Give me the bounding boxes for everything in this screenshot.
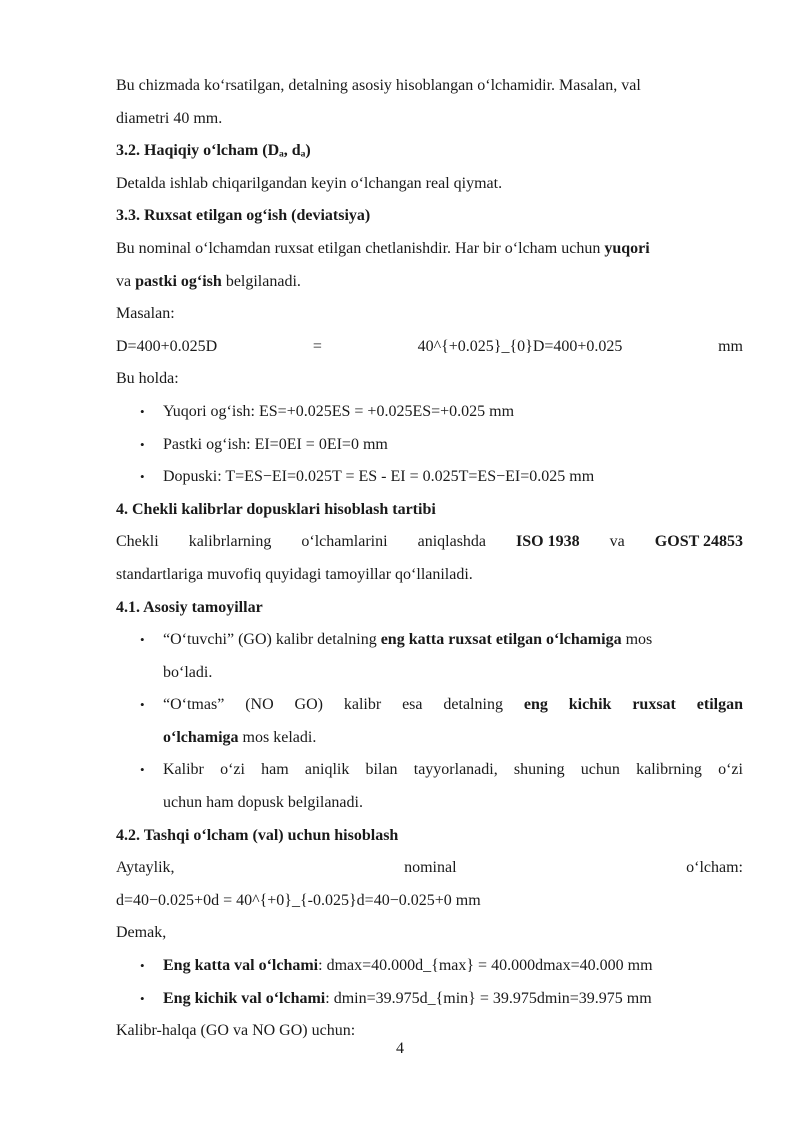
bullet-icon: • xyxy=(140,469,145,485)
text-run: o‘zi xyxy=(220,761,245,779)
text-run: mos keladi. xyxy=(238,728,317,746)
section-heading-4: 4. Chekli kalibrlar dopusklari hisoblash tartibi xyxy=(116,500,436,518)
formula-line: d=40−0.025+0d = 40^{+0}_{-0.025}d=40−0.025+0 mm xyxy=(116,891,481,909)
section-heading-4-1: 4.1. Asosiy tamoyillar xyxy=(116,598,263,616)
text-run: nominal xyxy=(404,859,457,877)
list-item-text: Yuqori og‘ish: ES=+0.025ES = +0.025ES=+0.025 mm xyxy=(163,402,515,420)
list-item xyxy=(116,396,743,429)
paragraph-line: Masalan: xyxy=(116,305,175,323)
formula-line xyxy=(116,331,743,364)
bullet-icon: • xyxy=(140,632,145,648)
list-item xyxy=(116,689,743,722)
text-run: (NO xyxy=(245,696,274,714)
paragraph-line xyxy=(116,233,743,266)
text-run: va xyxy=(116,272,136,290)
page-number: 4 xyxy=(396,1040,404,1057)
text-run: o‘lcham: xyxy=(686,859,743,877)
document-page xyxy=(116,70,743,1048)
bullet-icon: • xyxy=(140,990,145,1006)
bold-text: eng katta ruxsat etilgan o‘lchamiga xyxy=(380,631,622,649)
paragraph-line xyxy=(116,266,743,299)
list-item xyxy=(116,624,743,657)
section-heading-4-2: 4.2. Tashqi o‘lcham (val) uchun hisoblash xyxy=(116,826,399,844)
formula-part: 40^{+0.025}_{0}D=400+0.025 xyxy=(417,337,623,355)
text-run: Aytaylik, xyxy=(116,859,175,877)
text-run: tayyorlanadi, xyxy=(413,761,498,779)
list-item-continuation: bo‘ladi. xyxy=(163,663,213,681)
paragraph-line: Detalda ishlab chiqarilgandan keyin o‘lchangan real qiymat. xyxy=(116,174,503,192)
bold-text: GOST 24853 xyxy=(654,533,743,551)
list-item-text xyxy=(163,689,743,722)
bold-text: Eng katta val o‘lchami xyxy=(163,957,319,975)
bold-text: Eng kichik val o‘lchami xyxy=(163,989,326,1007)
text-run: uchun xyxy=(580,761,620,779)
text-run: kalibr xyxy=(343,696,382,714)
text-run: : dmax=40.000d_{max} = 40.000dmax=40.000 mm xyxy=(318,957,653,975)
paragraph-line: standartlariga muvofiq quyidagi tamoyillar qo‘llaniladi. xyxy=(116,565,473,583)
paragraph-line: Bu chizmada ko‘rsatilgan, detalning asosiy hisoblangan o‘lchamidir. Masalan, val xyxy=(116,77,641,94)
list-item-text xyxy=(163,754,743,787)
list-item xyxy=(116,754,743,787)
list-item-text: Dopuski: T=ES−EI=0.025T = ES - EI = 0.025T=ES−EI=0.025 mm xyxy=(163,468,595,486)
list-item-continuation: uchun ham dopusk belgilanadi. xyxy=(163,794,363,812)
text-run: “O‘tmas” xyxy=(163,696,225,714)
text-run: belgilanadi. xyxy=(221,272,301,290)
text-run: GO) xyxy=(294,696,323,714)
list-item-text: Pastki og‘ish: EI=0EI = 0EI=0 mm xyxy=(163,435,388,453)
list-item xyxy=(116,983,743,1016)
section-heading-3-2: 3.2. Haqiqiy o‘lcham (Dₐ, dₐ) xyxy=(116,142,311,160)
text-run: “O‘tuvchi” (GO) kalibr detalning xyxy=(163,631,381,649)
bold-text: eng xyxy=(523,696,548,714)
text-run: shuning xyxy=(513,761,565,779)
text-run: kalibrlarning xyxy=(188,533,272,551)
paragraph-line xyxy=(116,526,743,559)
formula-part: mm xyxy=(718,337,743,355)
text-run: aniqlashda xyxy=(417,533,487,551)
paragraph-line: Bu holda: xyxy=(116,370,179,388)
text-run: va xyxy=(609,533,625,551)
text-run: mos xyxy=(621,631,653,649)
list-item xyxy=(116,461,743,494)
text-run: Bu nominal o‘lchamdan ruxsat etilgan chetlanishdir. Har bir o‘lcham uchun xyxy=(116,239,605,257)
bullet-icon: • xyxy=(140,403,145,419)
paragraph-line xyxy=(116,852,743,885)
list-item-continuation xyxy=(116,722,743,755)
formula-part: = xyxy=(312,337,322,355)
bold-text: ruxsat xyxy=(632,696,676,714)
paragraph-line: Demak, xyxy=(116,924,167,942)
text-run: : dmin=39.975d_{min} = 39.975dmin=39.975 mm xyxy=(325,989,652,1007)
list-item xyxy=(116,950,743,983)
bullet-icon: • xyxy=(140,958,145,974)
paragraph-line: diametri 40 mm. xyxy=(116,109,223,127)
bullet-icon: • xyxy=(140,436,145,452)
text-run: o‘lchamlarini xyxy=(301,533,388,551)
text-run: bilan xyxy=(365,761,398,779)
paragraph-line: Kalibr-halqa (GO va NO GO) uchun: xyxy=(116,1022,356,1040)
bold-text: o‘lchamiga xyxy=(163,728,239,746)
formula-part: D=400+0.025D xyxy=(116,337,218,355)
text-run: Kalibr xyxy=(163,761,204,779)
text-run: esa xyxy=(402,696,423,714)
bold-text: pastki og‘ish xyxy=(135,272,222,290)
bold-text: etilgan xyxy=(696,696,743,714)
section-heading-3-3: 3.3. Ruxsat etilgan og‘ish (deviatsiya) xyxy=(116,207,371,225)
bullet-icon: • xyxy=(140,762,145,778)
bullet-icon: • xyxy=(140,697,145,713)
text-run: detalning xyxy=(443,696,503,714)
text-run: o‘zi xyxy=(718,761,743,779)
text-run: aniqlik xyxy=(304,761,350,779)
bold-text: kichik xyxy=(568,696,612,714)
text-run: Chekli xyxy=(116,533,159,551)
text-run: ham xyxy=(261,761,289,779)
text-run: kalibrning xyxy=(636,761,702,779)
bold-text: ISO 1938 xyxy=(516,533,580,551)
bold-text: yuqori xyxy=(604,239,650,257)
list-item xyxy=(116,429,743,462)
